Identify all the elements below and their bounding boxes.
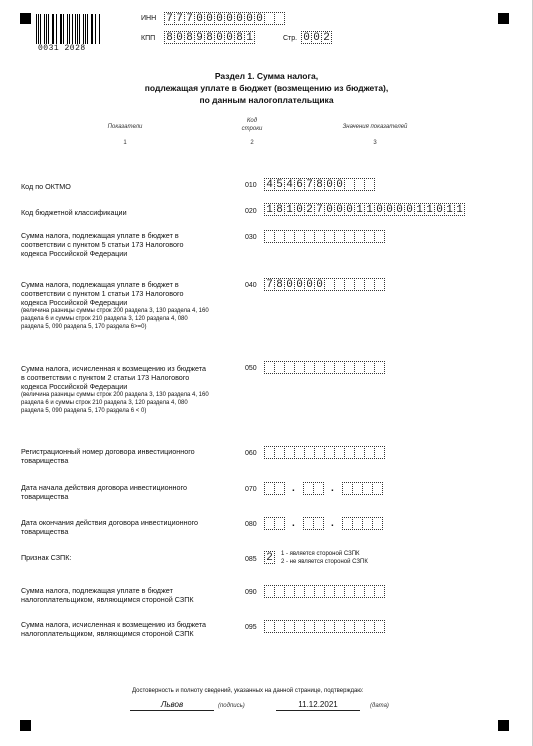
signature-value[interactable]: Львов	[160, 700, 184, 709]
inn-cells-cell[interactable]: 0	[214, 12, 225, 25]
column-indicators: Показатели	[107, 124, 143, 130]
row-040-cells-cell[interactable]: 7	[264, 278, 275, 291]
row-010-cells-cell[interactable]: 5	[274, 178, 285, 191]
row-070-year-cell[interactable]	[372, 482, 383, 495]
row-010-cells-cell[interactable]: 4	[284, 178, 295, 191]
row-090-cells[interactable]	[264, 585, 384, 598]
corner-marker-bottom-left	[20, 720, 31, 731]
row-080-label: Дата окончания действия договора инвестиционного товарищества	[21, 518, 199, 536]
row-085-cell[interactable]	[264, 551, 274, 564]
row-080-dot-2: .	[331, 518, 334, 529]
row-010-code: 010	[245, 182, 257, 189]
row-080-year[interactable]	[342, 517, 382, 530]
row-050-label	[21, 364, 211, 415]
row-070-day[interactable]	[264, 482, 284, 495]
row-040-cells-cell[interactable]: 0	[304, 278, 315, 291]
inn-cells-cell[interactable]: 7	[184, 12, 195, 25]
column-number-3: 3	[373, 140, 377, 146]
row-040-cells-cell[interactable]	[374, 278, 385, 291]
kpp-cells-cell[interactable]: 8	[164, 31, 175, 44]
barcode	[36, 14, 100, 44]
row-040-sub-text: (величина разницы суммы строк 200 раздела 3, 130 раздела 4, 160 раздела 6 и суммы строк 210 раздела 3, 120 раздела 4, 080 раздела 5, 090 раздела 5, 170 раздела 6>=0)	[21, 308, 209, 330]
kpp-cells-cell[interactable]: 9	[194, 31, 205, 44]
row-040-main-text: Сумма налога, подлежащая уплате в бюджет в соответствии с пунктом 1 статьи 173 Налогового кодекса Российской Федерации	[21, 280, 184, 307]
row-020-cells-cell[interactable]: 0	[334, 203, 345, 216]
signature-line	[130, 710, 214, 711]
row-040-cells-cell[interactable]: 8	[274, 278, 285, 291]
row-020-cells-cell[interactable]: 1	[444, 203, 455, 216]
row-010-cells-cell[interactable]: 6	[294, 178, 305, 191]
column-code-line-2: строки	[241, 126, 263, 132]
barcode-bar	[53, 14, 54, 44]
row-020-cells-cell[interactable]: 0	[384, 203, 395, 216]
inn-cells[interactable]	[164, 12, 284, 25]
inn-label: ИНН	[141, 15, 157, 22]
barcode-bar	[72, 14, 73, 44]
barcode-bar	[95, 14, 96, 44]
inn-cells-cell[interactable]: 0	[204, 12, 215, 25]
page-cells[interactable]	[301, 31, 331, 44]
szpk-value-cell[interactable]: 2	[264, 551, 275, 564]
row-050-cells-cell[interactable]	[374, 361, 385, 374]
inn-cells-cell[interactable]: 0	[244, 12, 255, 25]
row-040-cells-cell[interactable]: 0	[294, 278, 305, 291]
row-080-year-cell[interactable]	[372, 517, 383, 530]
row-060-cells[interactable]	[264, 446, 384, 459]
row-020-cells-cell[interactable]: 0	[434, 203, 445, 216]
row-080-dot-1: .	[292, 518, 295, 529]
row-070-day-cell[interactable]	[274, 482, 285, 495]
inn-cells-cell[interactable]: 0	[234, 12, 245, 25]
row-040-label	[21, 280, 211, 331]
row-050-main-text: Сумма налога, исчисленная к возмещению из бюджета в соответствии с пунктом 2 статьи 173 Налогового кодекса Российской Федерации	[21, 364, 207, 391]
page-cells-cell[interactable]: 0	[301, 31, 312, 44]
kpp-cells-cell[interactable]: 1	[244, 31, 255, 44]
row-070-label: Дата начала действия договора инвестиционного товарищества	[21, 483, 187, 501]
row-010-cells-cell[interactable]: 0	[334, 178, 345, 191]
row-080-month-cell[interactable]	[313, 517, 324, 530]
section-title	[0, 70, 533, 106]
barcode-number: 0031 2028	[38, 44, 86, 53]
date-caption: (дата)	[370, 703, 389, 709]
row-080-day[interactable]	[264, 517, 284, 530]
row-070-code: 070	[245, 486, 257, 493]
row-030-label: Сумма налога, подлежащая уплате в бюджет в соответствии с пунктом 5 статьи 173 Налогового кодекса Российской Федерации	[21, 231, 184, 258]
row-040-code: 040	[245, 282, 257, 289]
row-020-cells-cell[interactable]: 0	[404, 203, 415, 216]
row-095-code: 095	[245, 624, 257, 631]
kpp-cells-cell[interactable]: 0	[224, 31, 235, 44]
barcode-bar	[63, 14, 64, 44]
row-020-cells-cell[interactable]: 0	[344, 203, 355, 216]
row-080-month[interactable]	[303, 517, 323, 530]
row-010-label: Код по ОКТМО	[21, 182, 71, 191]
row-020-cells-cell[interactable]: 1	[414, 203, 425, 216]
row-040-cells[interactable]	[264, 278, 384, 291]
title-line-2: подлежащая уплате в бюджет (возмещению из бюджета),	[144, 83, 389, 93]
row-060-label: Регистрационный номер договора инвестиционного товарищества	[21, 447, 195, 465]
kpp-cells-cell[interactable]: 8	[184, 31, 195, 44]
row-030-code: 030	[245, 234, 257, 241]
title-line-3: по данным налогоплательщика	[199, 95, 334, 105]
row-020-cells-cell[interactable]: 0	[394, 203, 405, 216]
szpk-note-2: 2 - не является стороной СЗПК	[281, 559, 368, 565]
row-050-sub-text: (величина разницы суммы строк 200 раздела 3, 130 раздела 4, 160 раздела 6 и суммы строк 210 раздела 3, 120 раздела 4, 080 раздела 5, 090 раздела 5, 170 раздела 6 < 0)	[21, 392, 209, 414]
inn-cells-cell[interactable]: 7	[164, 12, 175, 25]
row-070-month-cell[interactable]	[313, 482, 324, 495]
row-010-cells-cell[interactable]: 7	[304, 178, 315, 191]
corner-marker-bottom-right	[498, 720, 509, 731]
kpp-cells-cell[interactable]: 8	[234, 31, 245, 44]
row-090-cells-cell[interactable]	[374, 585, 385, 598]
barcode-bar	[85, 14, 86, 44]
row-020-cells-cell[interactable]: 0	[324, 203, 335, 216]
row-050-cells[interactable]	[264, 361, 384, 374]
row-010-cells[interactable]	[264, 178, 374, 191]
row-090-code: 090	[245, 589, 257, 596]
row-080-day-cell[interactable]	[274, 517, 285, 530]
page-cells-cell[interactable]: 0	[311, 31, 322, 44]
row-030-cells[interactable]	[264, 230, 384, 243]
row-060-code: 060	[245, 450, 257, 457]
kpp-cells-cell[interactable]: 8	[204, 31, 215, 44]
row-020-label: Код бюджетной классификации	[21, 208, 127, 217]
corner-marker-top-right	[498, 13, 509, 24]
row-020-cells-cell[interactable]: 8	[274, 203, 285, 216]
kpp-label: КПП	[141, 35, 156, 42]
column-number-2: 2	[250, 140, 254, 146]
column-number-1: 1	[123, 140, 127, 146]
page-label: Стр.	[283, 35, 298, 42]
row-095-label: Сумма налога, исчисленная к возмещению из бюджета налогоплательщиком, являющимся стороной СЗПК	[21, 620, 207, 638]
inn-cells-cell[interactable]: 0	[254, 12, 265, 25]
date-value[interactable]: 11.12.2021	[298, 700, 338, 709]
barcode-bar	[56, 14, 57, 44]
row-020-cells-cell[interactable]: 1	[424, 203, 435, 216]
row-060-cells-cell[interactable]	[374, 446, 385, 459]
row-080-code: 080	[245, 521, 257, 528]
inn-cells-cell[interactable]: 0	[194, 12, 205, 25]
row-020-cells-cell[interactable]: 7	[314, 203, 325, 216]
row-020-code: 020	[245, 208, 257, 215]
row-020-cells-cell[interactable]: 1	[264, 203, 275, 216]
row-040-cells-cell[interactable]: 0	[284, 278, 295, 291]
inn-cells-cell[interactable]: 0	[224, 12, 235, 25]
row-020-cells-cell[interactable]: 1	[284, 203, 295, 216]
row-010-cells-cell[interactable]: 0	[324, 178, 335, 191]
row-070-year[interactable]	[342, 482, 382, 495]
row-010-cells-cell[interactable]: 8	[314, 178, 325, 191]
row-020-cells-cell[interactable]: 2	[304, 203, 315, 216]
date-line	[276, 710, 360, 711]
kpp-cells-cell[interactable]: 0	[214, 31, 225, 44]
row-030-cells-cell[interactable]	[374, 230, 385, 243]
page-cells-cell[interactable]: 2	[321, 31, 332, 44]
kpp-cells[interactable]	[164, 31, 254, 44]
row-020-cells-cell[interactable]: 1	[454, 203, 465, 216]
column-values: Значения показателей	[342, 124, 408, 130]
row-085-code: 085	[245, 556, 257, 563]
row-085-label: Признак СЗПК:	[21, 553, 72, 562]
row-070-month[interactable]	[303, 482, 323, 495]
row-095-cells-cell[interactable]	[374, 620, 385, 633]
row-070-dot-2: .	[331, 483, 334, 494]
row-010-cells-cell[interactable]	[364, 178, 375, 191]
barcode-bar	[36, 14, 37, 44]
title-line-1: Раздел 1. Сумма налога,	[214, 71, 319, 81]
barcode-bar	[40, 14, 41, 44]
row-020-cells-cell[interactable]: 0	[294, 203, 305, 216]
barcode-bar	[79, 14, 80, 44]
szpk-note-1: 1 - является стороной СЗПК	[281, 551, 360, 557]
row-020-cells-cell[interactable]: 1	[354, 203, 365, 216]
inn-cells-cell[interactable]	[274, 12, 285, 25]
confirmation-text: Достоверность и полноту сведений, указанных на данной странице, подтверждаю:	[132, 688, 364, 694]
barcode-bar	[67, 14, 68, 44]
row-010-cells-cell[interactable]: 4	[264, 178, 275, 191]
barcode-bar	[48, 14, 49, 44]
barcode-bar	[87, 14, 88, 44]
corner-marker-top-left	[20, 13, 31, 24]
row-090-label: Сумма налога, подлежащая уплате в бюджет налогоплательщиком, являющимся стороной СЗПК	[21, 586, 194, 604]
column-code: Код	[246, 118, 258, 124]
row-095-cells[interactable]	[264, 620, 384, 633]
row-070-dot-1: .	[292, 483, 295, 494]
signature-caption: (подпись)	[218, 703, 245, 709]
row-020-cells-cell[interactable]: 1	[364, 203, 375, 216]
row-020-cells[interactable]	[264, 203, 464, 216]
inn-cells-cell[interactable]: 7	[174, 12, 185, 25]
row-050-code: 050	[245, 365, 257, 372]
row-040-cells-cell[interactable]: 0	[314, 278, 325, 291]
kpp-cells-cell[interactable]: 0	[174, 31, 185, 44]
row-020-cells-cell[interactable]: 0	[374, 203, 385, 216]
